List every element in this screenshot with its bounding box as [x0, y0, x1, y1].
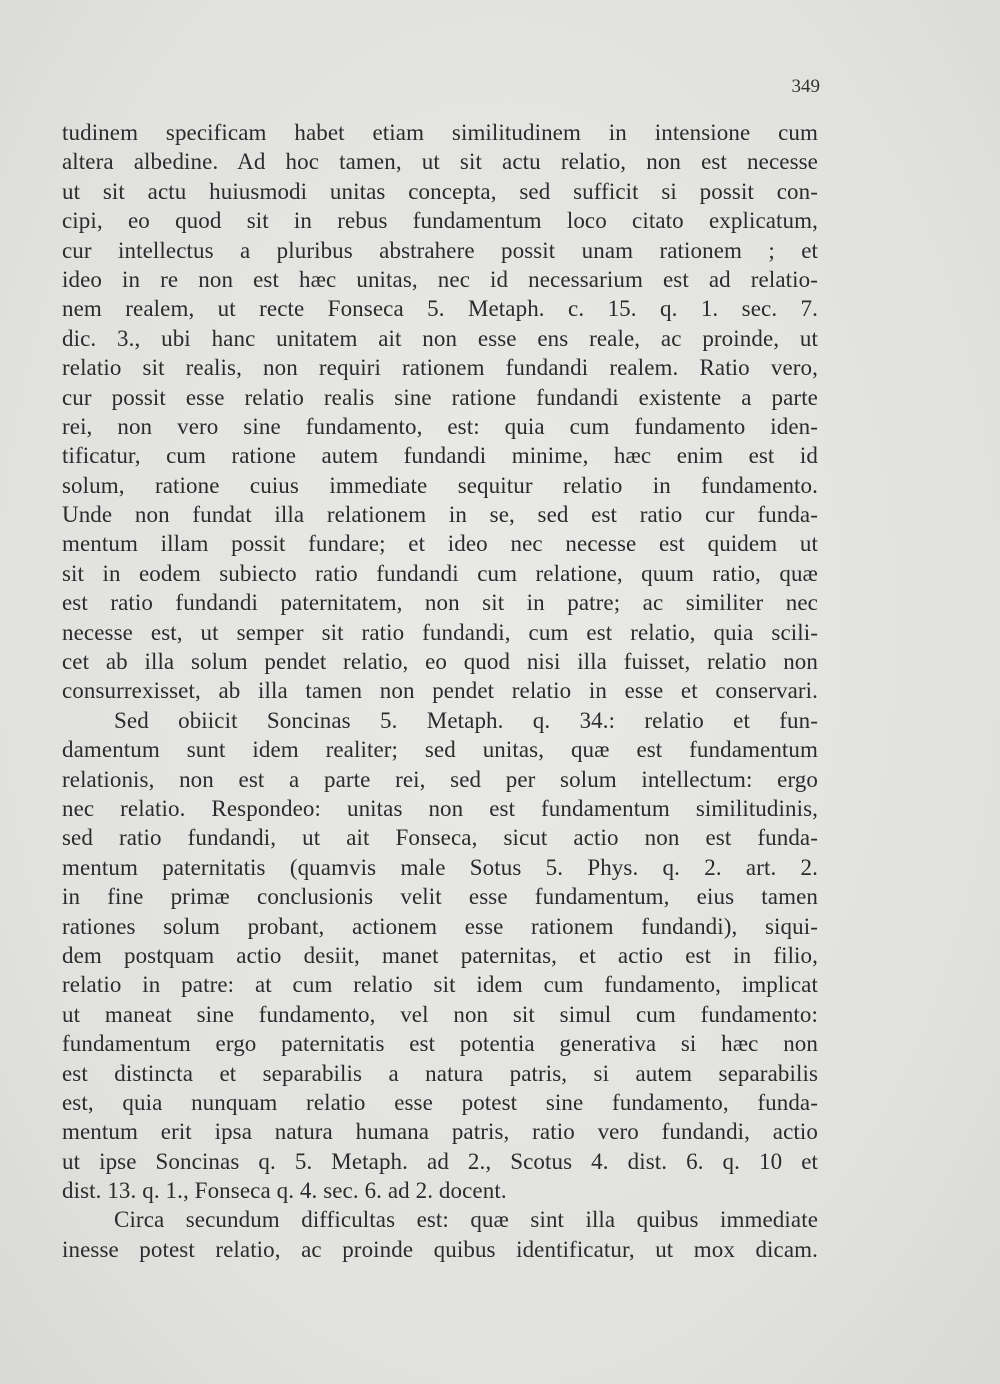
text-line: solum, ratione cuius immediate sequitur relatio in fundamento.	[62, 472, 818, 498]
text-line: mentum illam possit fundare; et ideo nec necesse est quidem ut	[62, 531, 818, 557]
text-line: ut ipse Soncinas q. 5. Metaph. ad 2., Scotus 4. dist. 6. q. 10 et	[62, 1148, 818, 1174]
text-line: consurrexisset, ab illa tamen non pendet relatio in esse et conservari.	[62, 678, 818, 704]
text-line: relatio sit realis, non requiri rationem fundandi realem. Ratio vero,	[62, 355, 818, 381]
text-line: damentum sunt idem realiter; sed unitas, quæ est fundamentum	[62, 737, 818, 763]
text-line: altera albedine. Ad hoc tamen, ut sit actu relatio, non est necesse	[62, 149, 818, 175]
text-line: inesse potest relatio, ac proinde quibus identificatur, ut mox dicam.	[62, 1236, 818, 1262]
text-line: relationis, non est a parte rei, sed per solum intellectum: ergo	[62, 766, 818, 792]
text-line: dem postquam actio desiit, manet paternitas, et actio est in filio,	[62, 942, 818, 968]
text-line: Circa secundum difficultas est: quæ sint illa quibus immediate	[114, 1207, 818, 1233]
text-line: mentum erit ipsa natura humana patris, ratio vero fundandi, actio	[62, 1119, 818, 1145]
text-line: fundamentum ergo paternitatis est potentia generativa si hæc non	[62, 1031, 818, 1057]
text-line: tificatur, cum ratione autem fundandi minime, hæc enim est id	[62, 443, 818, 469]
text-line: sed ratio fundandi, ut ait Fonseca, sicut actio non est funda-	[62, 825, 818, 851]
text-line: rei, non vero sine fundamento, est: quia cum fundamento iden-	[62, 413, 818, 439]
text-line: Sed obiicit Soncinas 5. Metaph. q. 34.: relatio et fun-	[114, 707, 818, 733]
text-line: tudinem specificam habet etiam similitudinem in intensione cum	[62, 120, 818, 145]
text-line: Unde non fundat illa relationem in se, sed est ratio cur funda-	[62, 502, 818, 528]
text-line: ideo in re non est hæc unitas, nec id necessarium est ad relatio-	[62, 266, 818, 292]
page-number: 349	[791, 76, 820, 97]
text-line: dist. 13. q. 1., Fonseca q. 4. sec. 6. ad 2. docent.	[62, 1178, 507, 1204]
text-line: est distincta et separabilis a natura patris, si autem separabilis	[62, 1060, 818, 1086]
text-line: necesse est, ut semper sit ratio fundandi, cum est relatio, quia scili-	[62, 619, 818, 645]
text-line: in fine primæ conclusionis velit esse fundamentum, eius tamen	[62, 884, 818, 910]
text-line: dic. 3., ubi hanc unitatem ait non esse ens reale, ac proinde, ut	[62, 325, 818, 351]
text-line: nec relatio. Respondeo: unitas non est fundamentum similitudinis,	[62, 795, 818, 821]
text-line: sit in eodem subiecto ratio fundandi cum relatione, quum ratio, quæ	[62, 560, 818, 586]
text-line: ut sit actu huiusmodi unitas concepta, sed sufficit si possit con-	[62, 178, 818, 204]
text-line: cur possit esse relatio realis sine ratione fundandi existente a parte	[62, 384, 818, 410]
text-line: cipi, eo quod sit in rebus fundamentum loco citato explicatum,	[62, 208, 818, 234]
text-line: rationes solum probant, actionem esse rationem fundandi), siqui-	[62, 913, 818, 939]
text-line: est ratio fundandi paternitatem, non sit in patre; ac similiter nec	[62, 590, 818, 616]
text-line: mentum paternitatis (quamvis male Sotus 5. Phys. q. 2. art. 2.	[62, 854, 818, 880]
text-line: nem realem, ut recte Fonseca 5. Metaph. c. 15. q. 1. sec. 7.	[62, 296, 818, 322]
body-text	[62, 118, 818, 1264]
text-line: est, quia nunquam relatio esse potest sine fundamento, funda-	[62, 1089, 818, 1115]
text-line: ut maneat sine fundamento, vel non sit simul cum fundamento:	[62, 1001, 818, 1027]
text-line: cur intellectus a pluribus abstrahere possit unam rationem ; et	[62, 237, 818, 263]
text-line: relatio in patre: at cum relatio sit idem cum fundamento, implicat	[62, 972, 818, 998]
text-line: cet ab illa solum pendet relatio, eo quod nisi illa fuisset, relatio non	[62, 649, 818, 675]
